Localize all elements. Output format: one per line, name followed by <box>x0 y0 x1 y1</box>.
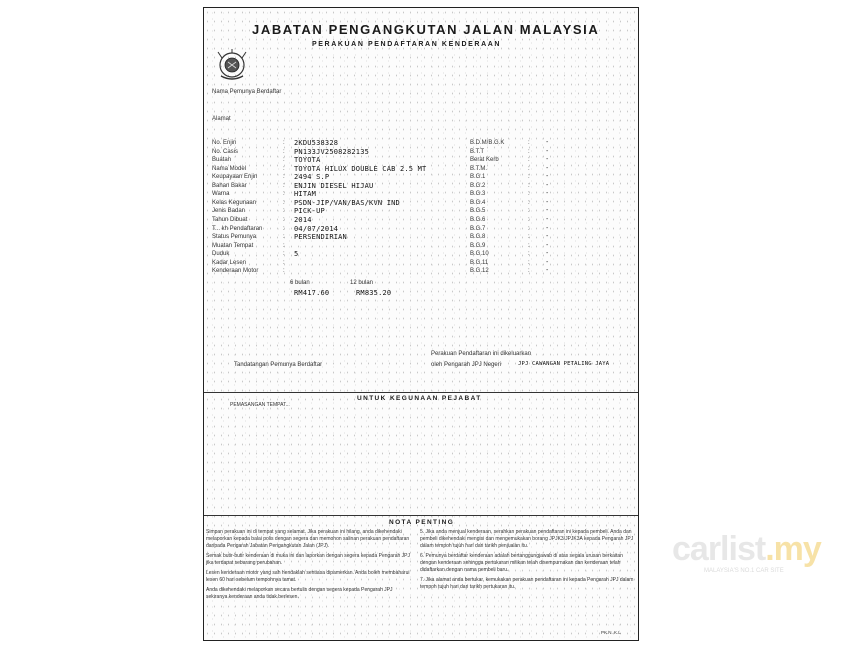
field-value: PICK-UP <box>294 207 325 216</box>
field-label: Warna <box>212 191 230 198</box>
field-colon: : <box>283 191 285 198</box>
field-colon: : <box>283 234 285 241</box>
owner-signature-label: Tandatangan Pemunya Berdaftar <box>234 362 323 368</box>
field-label: Status Pemunya <box>212 234 257 241</box>
field-colon: : <box>283 174 285 181</box>
field-colon: : <box>283 182 285 189</box>
weight-label: B.G.2 <box>470 182 486 189</box>
weight-label: B.G.12 <box>470 268 489 275</box>
six-month-rate: RM417.60 <box>294 289 330 297</box>
field-colon: : <box>283 268 285 275</box>
field-value: 04/07/2014 <box>294 224 339 233</box>
weight-value: - <box>546 250 549 258</box>
field-label: Duduk <box>212 251 230 258</box>
watermark-suffix: .my <box>765 530 821 568</box>
field-colon: : <box>283 157 285 164</box>
field-colon: : <box>283 199 285 206</box>
note-item: 7. Jika alamat anda bertukar, kemukakan perakuan pendaftaran ini kepada Pengarah JPJ dalam tempoh tujuh hari dari tarikh pertukaran itu. <box>420 577 634 590</box>
note-item: Anda dikehendaki melaporkan secara bertulis dengan segera kepada Pengarah JPJ sekiranya kenderaan anda tidak berlesen. <box>206 587 393 600</box>
field-colon: : <box>283 165 285 172</box>
field-value: PSDN-JIP/VAN/BAS/KVN IND <box>294 198 400 207</box>
notes-title: NOTA PENTING <box>389 519 455 526</box>
field-value: ENJIN DIESEL HIJAU <box>294 181 374 190</box>
weight-label: B.G.4 <box>470 199 486 206</box>
watermark-brand: carlist <box>672 530 766 568</box>
field-colon: : <box>283 251 285 258</box>
office-divider <box>204 392 638 393</box>
weight-label: B.G.8 <box>470 234 486 241</box>
weight-label: B.G.9 <box>470 242 486 249</box>
notes-right-column <box>420 529 634 591</box>
weight-colon: : <box>528 182 530 189</box>
six-month-label: 6 bulan <box>290 280 310 286</box>
weight-value: - <box>546 224 549 232</box>
weight-colon: : <box>528 268 530 275</box>
weight-colon: : <box>528 216 530 223</box>
field-colon: : <box>283 225 285 232</box>
jata-negara-crest-icon <box>216 48 248 82</box>
weight-value: - <box>546 164 549 172</box>
weight-label: B.G.6 <box>470 216 486 223</box>
weight-colon: : <box>528 191 530 198</box>
field-label: Tahun Dibuat <box>212 216 248 223</box>
field-value: 2494 S.P <box>294 173 330 182</box>
weight-colon: : <box>528 234 530 241</box>
field-value: PN133JV2508282135 <box>294 147 370 156</box>
note-item: Semak butir-butir kenderaan di muka ini dan laporkan dengan segera kepada Pengarah JPJ jika terdapat sebarang perubahan. <box>206 553 411 566</box>
field-value: HITAM <box>294 190 317 199</box>
weight-value: - <box>546 267 549 275</box>
office-use-title: UNTUK KEGUNAAN PEJABAT <box>357 395 482 402</box>
weight-colon: : <box>528 174 530 181</box>
weight-value: - <box>546 198 549 206</box>
weight-label: B.G.7 <box>470 225 486 232</box>
field-value: TOYOTA HILUX DOUBLE CAB 2.5 MT <box>294 164 427 173</box>
note-item: Lesen kenderaan motor yang sah hendaklah sentiasa dipamerkan. Anda boleh membaharui lesen 60 hari sebelum tempohnya tamat. <box>206 570 410 583</box>
weight-value: - <box>546 233 549 241</box>
field-colon: : <box>283 148 285 155</box>
weight-value: - <box>546 215 549 223</box>
field-label: T... kh Pendaftaran <box>212 225 263 232</box>
weight-label: B.T.T <box>470 148 485 155</box>
note-item: Simpan perakuan ini di tempat yang selamat. Jika perakuan ini hilang, anda dikehendaki melaporkan kepada balai polis dengan segera dan memohon salinan perakuan pendaftaran daripada Pengarah Jabatan Pengangkutan Jalan (JPJ). <box>206 529 410 549</box>
weight-label: B.G.5 <box>470 208 486 215</box>
notes-divider <box>204 515 638 516</box>
field-label: Kenderaan Motor <box>212 268 259 275</box>
agency-title: JABATAN PENGANGKUTAN JALAN MALAYSIA <box>252 22 600 37</box>
field-label: Nama Model <box>212 165 247 172</box>
weight-colon: : <box>528 251 530 258</box>
twelve-month-label: 12 bulan <box>350 280 374 286</box>
document-subtitle: PERAKUAN PENDAFTARAN KENDERAAN <box>312 41 502 48</box>
weight-label: B.T.M. <box>470 165 488 172</box>
note-item: 5. Jika anda menjual kenderaan, serahkan perakuan pendaftaran ini kepada pembeli. Anda dan pembeli dikehendaki mengisi dan mengemukakan borang JPJK3/JPJK3A kepada Pengarah JPJ dalam tempoh tujuh hari dari tarikh penjualan itu. <box>420 529 634 549</box>
field-value: 2KDU538328 <box>294 139 339 147</box>
weight-value: - <box>546 156 549 164</box>
owner-name-label: Nama Pemunya Berdaftar <box>212 89 282 95</box>
weight-value: - <box>546 147 549 155</box>
field-label: Bahan Bakar <box>212 182 247 189</box>
weight-label: Berat Kerb <box>470 157 499 164</box>
address-label: Alamat <box>212 116 231 122</box>
field-label: No. Enjin <box>212 140 237 146</box>
weight-label: B.G.3 <box>470 191 486 198</box>
form-code: PK.N. K.L <box>601 630 621 635</box>
field-value: TOYOTA <box>294 156 321 165</box>
issuing-branch: JPJ CAWANGAN PETALING JAYA <box>518 361 610 367</box>
weight-label: B.D.M/B.G.K <box>470 140 505 146</box>
carlist-watermark <box>672 530 821 569</box>
field-value: PERSENDIRIAN <box>294 233 347 242</box>
field-label: Muatan Tempat <box>212 242 254 249</box>
certification-line1: Perakuan Pendaftaran ini dikeluarkan <box>431 351 532 357</box>
notes-left-column <box>206 529 412 601</box>
field-label: Kadar Lesen <box>212 259 247 266</box>
weight-colon: : <box>528 148 530 155</box>
weight-value: - <box>546 207 549 215</box>
field-value: 5 <box>294 250 299 259</box>
weight-value: - <box>546 258 549 266</box>
registration-certificate <box>203 7 639 641</box>
weight-label: B.G.1 <box>470 174 486 181</box>
weight-colon: : <box>528 199 530 206</box>
weight-colon: : <box>528 242 530 249</box>
weight-colon: : <box>528 208 530 215</box>
install-label: PEMASANGAN TEMPAT... <box>230 402 290 408</box>
field-colon: : <box>283 259 285 266</box>
weight-label: B.G.10 <box>470 251 489 258</box>
field-label: Keupayaan Enjin <box>212 174 258 181</box>
field-label: Buatan <box>212 157 232 164</box>
weight-value: - <box>546 173 549 181</box>
weight-value: - <box>546 181 549 189</box>
field-label: Jenis Badan <box>212 208 246 215</box>
weight-value: - <box>546 139 549 146</box>
weight-colon: : <box>528 225 530 232</box>
field-colon: : <box>283 242 285 249</box>
watermark-tagline: MALAYSIA'S NO.1 CAR SITE <box>704 568 784 574</box>
note-item: 6. Pemunya berdaftar kenderaan adalah bertanggungjawab di atas segala urusan berkaitan dengan kenderaan sehingga pertukaran milikan telah disempurnakan dan kenderaan telah didaftarkan dengan nama pembeli baru. <box>420 553 623 573</box>
certification-line2: oleh Pengarah JPJ Negeri <box>431 362 502 368</box>
field-value: 2014 <box>294 215 312 224</box>
weight-colon: : <box>528 259 530 266</box>
twelve-month-rate: RM835.20 <box>356 289 392 297</box>
field-label: Kelas Kegunaan <box>212 199 257 206</box>
field-colon: : <box>283 140 285 146</box>
weight-value: - <box>546 190 549 198</box>
weight-label: B.G.11 <box>470 259 489 266</box>
weight-colon: : <box>528 165 530 172</box>
field-colon: : <box>283 208 285 215</box>
field-colon: : <box>283 216 285 223</box>
weight-colon: : <box>528 140 530 146</box>
weight-value: - <box>546 241 549 249</box>
field-label: No. Casis <box>212 148 239 155</box>
weight-colon: : <box>528 157 530 164</box>
